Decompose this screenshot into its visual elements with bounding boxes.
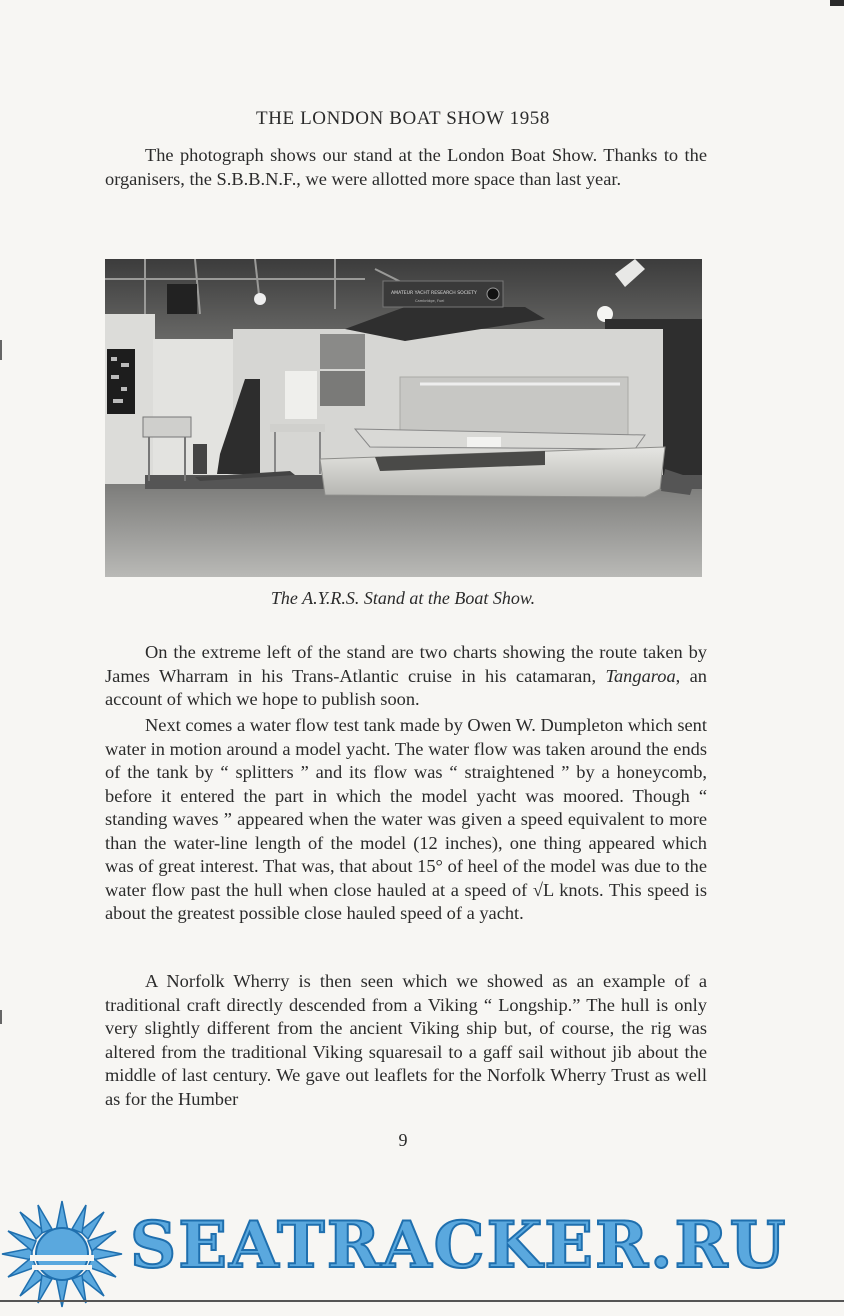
- paragraph-wherry: [105, 970, 707, 1111]
- intro-paragraph: The photograph shows our stand at the London Boat Show. Thanks to the organisers, the S.B.B.N.F., we were allotted more space than last year.: [105, 145, 707, 189]
- boat-stand-illustration: [105, 259, 702, 577]
- banner-emblem: [487, 288, 499, 300]
- table-top: [270, 424, 325, 432]
- chart-panel: [320, 371, 365, 406]
- margin-tick: [0, 1010, 2, 1024]
- banner-title: AMATEUR YACHT RESEARCH SOCIETY: [391, 291, 477, 296]
- banner-subtitle: Cambridge, Fuel: [415, 299, 445, 303]
- photo-board: [285, 371, 317, 419]
- paragraph-text: , an account of which we hope to publish soon.: [105, 665, 707, 709]
- page-number: 9: [398, 1130, 408, 1150]
- math-expression: √L: [532, 879, 554, 900]
- paragraph-text: A Norfolk Wherry is then seen which we showed as an example of a traditional craft directly descended from a Viking “ Longship.” The hull is only very slightly different from the ancient Viking ship but, of course, the rig was altered from the traditional Viking squaresail to a gaff sail without jib about the middle of last century. We gave out leaflets for the Norfolk Wherry Trust as well as for the Humber: [105, 971, 707, 1109]
- model-label-card: [467, 437, 501, 447]
- boat-show-photo: [105, 259, 702, 577]
- watermark-text: SEATRACKER.RU: [130, 1208, 788, 1283]
- bottom-rule: [0, 1300, 844, 1302]
- page-title: THE LONDON BOAT SHOW 1958: [255, 108, 551, 129]
- paragraph-text: Next comes a water flow test tank made by Owen W. Dumpleton which sent water in motion around a model yacht. The water flow was taken around the ends of the tank by “ splitters ” and its flow was “ straightened ” by a honeycomb, before it entered the part in which the model yacht was moored. Though “ standing waves ” appeared when the water was given a speed equivalent to more than the water-line length of the model (12 inches), one thing appeared which was of great interest. That was, that about 15° of heel of the model was due to the water flow past the hull when close hauled at a speed of: [105, 715, 707, 900]
- display-frame: [400, 377, 628, 435]
- chart-panel: [320, 334, 365, 369]
- floor: [105, 484, 702, 577]
- paragraph-charts: [105, 641, 707, 712]
- window: [167, 284, 197, 314]
- paragraph-text: On the extreme left of the stand are two charts showing the route taken by James Wharram in his Trans-Atlantic cruise in his catamaran,: [105, 642, 707, 686]
- lamp: [254, 293, 266, 305]
- photo-caption: The A.Y.R.S. Stand at the Boat Show.: [270, 588, 536, 608]
- paragraph-flow-tank: [105, 714, 707, 926]
- sun-icon: [2, 1201, 122, 1307]
- page-edge-mark: [830, 0, 844, 6]
- cylinder: [193, 444, 207, 474]
- test-tank: [143, 417, 191, 437]
- boat-name: Tangaroa: [605, 665, 676, 686]
- margin-tick: [0, 340, 2, 360]
- paragraph-text: knots. This speed is about the greatest possible close hauled speed of a yacht.: [105, 879, 707, 923]
